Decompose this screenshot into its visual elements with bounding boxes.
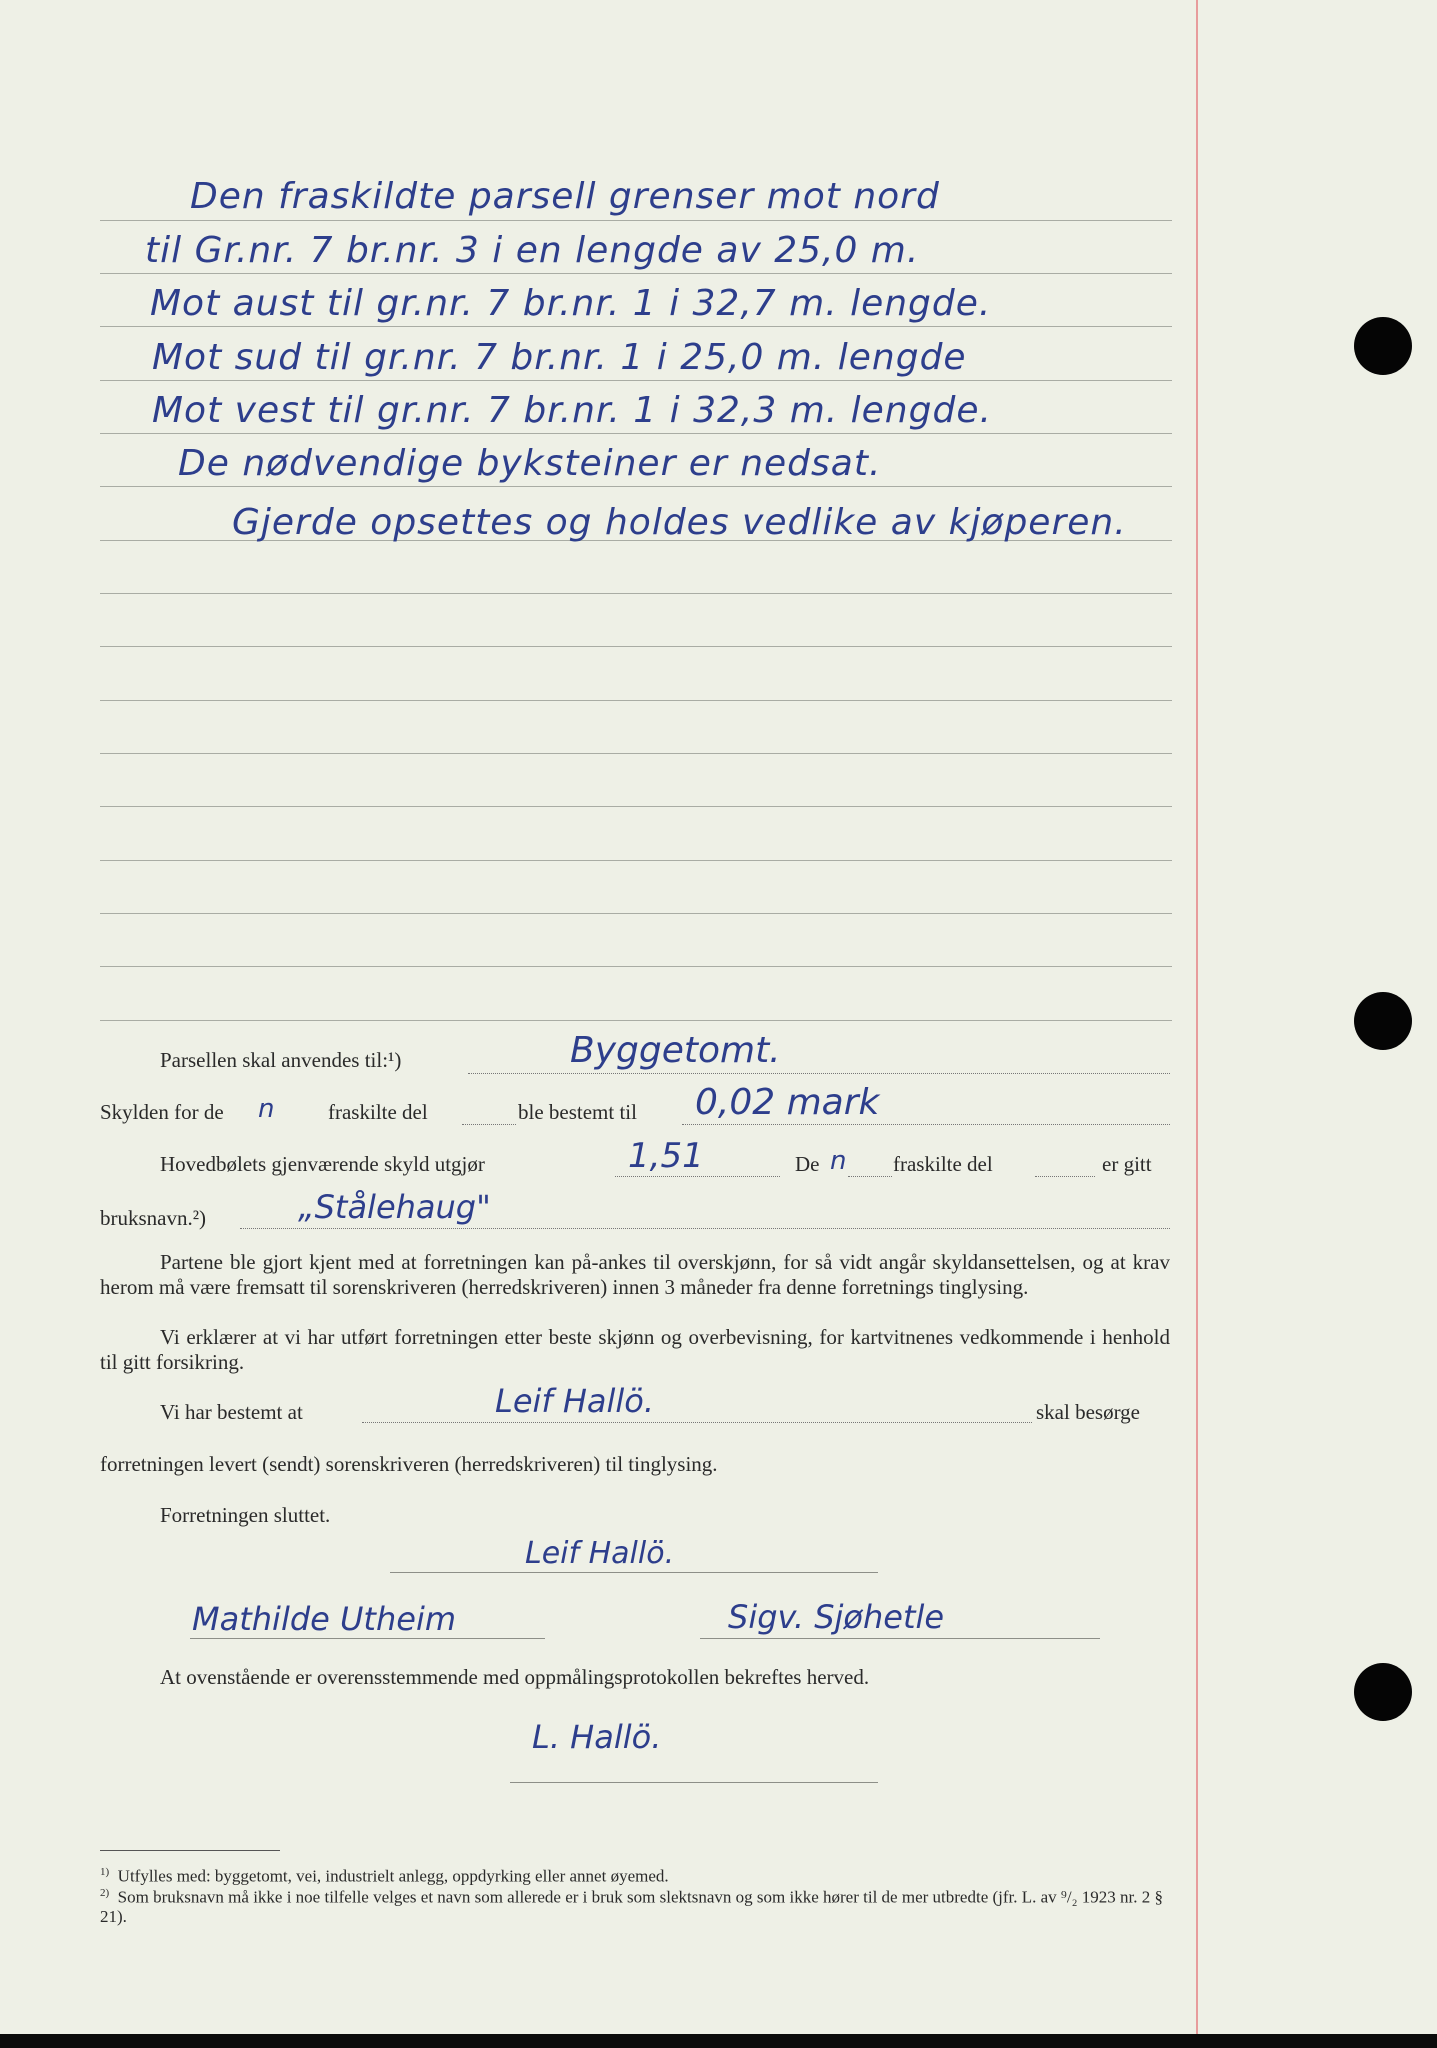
gitt-label: er gitt (1102, 1152, 1152, 1176)
ruled-line (100, 380, 1172, 381)
fill-line (362, 1422, 1032, 1423)
certification-signature: L. Hallö. (532, 1718, 662, 1756)
fill-line (682, 1124, 1170, 1125)
footnote-text: Som bruksnavn må ikke i noe tilfelle velges et navn som allerede er i bruk som slektsnavn og som ikke hører til de mer utbredte (jfr. L. av ⁹/₂ 1923 nr. 2 § 21). (100, 1887, 1163, 1926)
surveyor-signature: Leif Hallö. (525, 1536, 675, 1571)
de-suffix: n (830, 1146, 847, 1176)
tax-label-part: ble bestemt til (518, 1100, 637, 1124)
tax-label-part: fraskilte del (328, 1100, 428, 1124)
fraskilte-label: fraskilte del (893, 1152, 993, 1176)
assignment-label-part: forretningen levert (sendt) sorenskriveren (herredskriveren) til tinglysing. (100, 1452, 718, 1476)
tax-suffix: n (258, 1094, 275, 1124)
footnote-2 (100, 1884, 1170, 1926)
witness-signature: Sigv. Sjøhetle (728, 1598, 945, 1636)
assignment-label: Vi har bestemt at (160, 1400, 303, 1424)
witness-signature: Mathilde Utheim (192, 1600, 456, 1638)
closing-text: Forretningen sluttet. (160, 1503, 331, 1527)
handwritten-line: Gjerde opsettes og holdes vedlike av kjøperen. (232, 502, 1127, 543)
ruled-line (100, 913, 1172, 914)
ruled-line (100, 806, 1172, 807)
declaration-paragraph (100, 1325, 1170, 1375)
tax-label: Skylden for de (100, 1100, 224, 1124)
footnote-mark: 1) (100, 1866, 110, 1878)
ruled-line (100, 220, 1172, 221)
fill-line (468, 1073, 1170, 1074)
red-margin-line (1196, 0, 1198, 2034)
signature-line (190, 1638, 545, 1639)
ruled-line (100, 860, 1172, 861)
handwritten-line: Mot sud til gr.nr. 7 br.nr. 1 i 25,0 m. lengde (152, 337, 967, 378)
signature-line (700, 1638, 1100, 1639)
assignment-label-part: skal besørge (1036, 1400, 1141, 1424)
signature-line (390, 1572, 878, 1573)
punch-hole (1354, 1663, 1412, 1721)
fill-line (848, 1176, 892, 1177)
paragraph-text: Partene ble gjort kjent med at forretningen kan på-ankes til overskjønn, for så vidt angår skyldansettelsen, og at krav herom må være fremsatt til sorenskriveren (herredskriveren) innen 3 måneder fra denne forretnings tinglysing. (100, 1250, 1170, 1299)
appeal-paragraph (100, 1250, 1170, 1300)
ruled-line (100, 593, 1172, 594)
ruled-line (100, 486, 1172, 487)
footnote-text: Utfylles med: byggetomt, vei, industrielt anlegg, oppdyrking eller annet øyemed. (117, 1866, 669, 1886)
handwritten-line: Mot aust til gr.nr. 7 br.nr. 1 i 32,7 m. lengde. (150, 283, 992, 324)
punch-hole (1354, 317, 1412, 375)
ruled-line (100, 753, 1172, 754)
footnote-1 (100, 1863, 1170, 1886)
handwritten-line: til Gr.nr. 7 br.nr. 3 i en lengde av 25,0 m. (145, 230, 920, 271)
de-label: De (795, 1152, 820, 1176)
footnote-mark: 2) (100, 1887, 110, 1899)
fill-line (1035, 1176, 1095, 1177)
handwritten-line: Den fraskildte parsell grenser mot nord (190, 176, 940, 217)
ruled-line (100, 326, 1172, 327)
signature-line (510, 1782, 878, 1783)
certification-text: At ovenstående er overensstemmende med oppmålingsprotokollen bekreftes herved. (160, 1665, 870, 1689)
name-label: bruksnavn.²) (100, 1206, 207, 1230)
tax-value: 0,02 mark (695, 1082, 880, 1123)
fill-line (615, 1176, 780, 1177)
footnote-rule (100, 1850, 280, 1851)
use-label: Parsellen skal anvendes til:¹) (160, 1048, 402, 1072)
assigned-person: Leif Hallö. (495, 1382, 655, 1420)
use-value: Byggetomt. (570, 1030, 781, 1071)
remaining-value: 1,51 (628, 1136, 704, 1176)
ruled-line (100, 646, 1172, 647)
handwritten-line: Mot vest til gr.nr. 7 br.nr. 1 i 32,3 m. lengde. (152, 390, 992, 431)
ruled-line (100, 1020, 1172, 1021)
name-value: „Stålehaug" (298, 1188, 491, 1226)
ruled-line (100, 966, 1172, 967)
handwritten-line: De nødvendige byksteiner er nedsat. (178, 443, 882, 484)
ruled-line (100, 700, 1172, 701)
fill-line (240, 1228, 1170, 1229)
punch-hole (1354, 992, 1412, 1050)
paragraph-text: Vi erklærer at vi har utført forretningen etter beste skjønn og overbevisning, for kartvitnenes vedkommende i henhold til gitt forsikring. (100, 1325, 1170, 1374)
ruled-line (100, 273, 1172, 274)
remaining-label: Hovedbølets gjenværende skyld utgjør (160, 1152, 485, 1176)
ruled-line (100, 433, 1172, 434)
fill-line (462, 1124, 516, 1125)
